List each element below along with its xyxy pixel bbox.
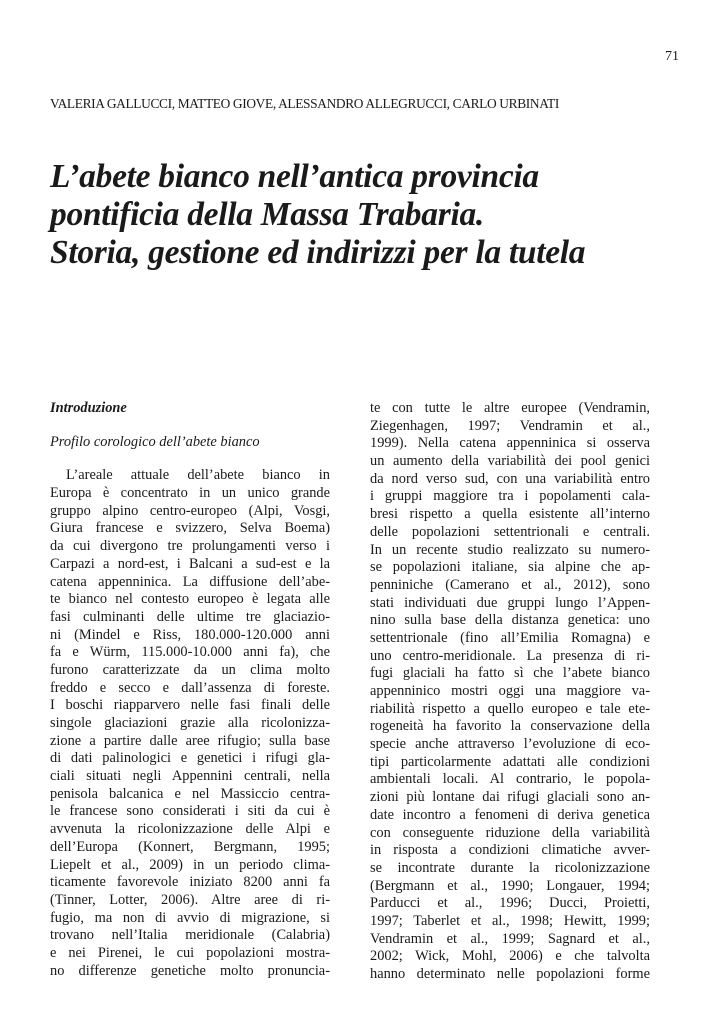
section-heading: Introduzione: [50, 400, 127, 416]
text-line: 2002; Wick, Mohl, 2006) e che talvolta: [370, 948, 650, 965]
text-line: ni (Mindel e Riss, 180.000-120.000 anni: [50, 626, 330, 643]
right-column: [370, 400, 650, 984]
text-line: (Bergmann et al., 1990; Longauer, 1994;: [370, 877, 650, 894]
text-line: delle popolazioni settentrionali e centrali.: [370, 523, 650, 540]
text-line: Parducci et al., 1996; Ducci, Proietti,: [370, 895, 650, 912]
text-line: gruppo alpino centro-europeo (Alpi, Vosgi,: [50, 502, 330, 519]
text-line: le francese sono considerati i siti da cui è: [50, 803, 330, 820]
title-line: Storia, gestione ed indirizzi per la tutela: [50, 234, 586, 271]
text-line: settentrionale (fino all’Emilia Romagna) e: [370, 629, 650, 646]
text-line: date incontro a fenomeni di deriva genetica: [370, 806, 650, 823]
text-line: furono caratterizzate da un clima molto: [50, 661, 330, 678]
text-line: penisola balcanica e nel Massiccio centra-: [50, 785, 330, 802]
text-line: fasi culminanti delle ultime tre glaciazio-: [50, 608, 330, 625]
text-line: da nord verso sud, con una variabilità entro: [370, 470, 650, 487]
text-line: uno centro-meridionale. La presenza di ri-: [370, 647, 650, 664]
text-line: in risposta a condizioni climatiche avver-: [370, 842, 650, 859]
text-line: hanno determinato nelle popolazioni forme: [370, 966, 650, 982]
title-line: L’abete bianco nell’antica provincia: [50, 158, 539, 195]
text-line: appenninico mostri oggi una maggiore va-: [370, 683, 650, 699]
text-line: 1999). Nella catena appenninica si osserva: [370, 435, 650, 452]
text-line: riabilità rispetto a quello europeo e tale ete-: [370, 700, 650, 717]
text-line: Ziegenhagen, 1997; Vendramin et al.,: [370, 417, 650, 434]
text-line: ticamente favorevole iniziato 8200 anni fa: [50, 874, 330, 891]
text-line: bresi rispetto a quella esistente all’interno: [370, 506, 650, 523]
text-line: tipi particolarmente adattati alle condizioni: [370, 753, 650, 770]
text-line: fa e Würm, 115.000-10.000 anni fa), che: [50, 644, 330, 661]
text-line: 1997; Taberlet et al., 1998; Hewitt, 1999;: [370, 912, 650, 929]
text-line: In un recente studio realizzato su numero-: [370, 541, 650, 558]
text-line: penniniche (Camerano et al., 2012), sono: [370, 576, 650, 593]
text-line: ciali situati negli Appennini centrali, nella: [50, 768, 330, 785]
text-line: rogeneità ha favorito la conservazione della: [370, 718, 650, 735]
text-line: (Tinner, Lotter, 2006). Altre aree di ri-: [50, 891, 330, 908]
text-line: zioni più lontane dai rifugi glaciali sono an-: [370, 789, 650, 806]
text-line: nino sulla base della distanza genetica: uno: [370, 612, 650, 629]
text-line: freddo e secco e dall’assenza di foreste.: [50, 679, 330, 696]
text-line: i gruppi maggiore tra i popolamenti cala-: [370, 488, 650, 505]
text-line: da cui divergono tre prolungamenti verso i: [50, 538, 330, 555]
text-line: specie anche attraverso l’evoluzione di eco-: [370, 736, 650, 753]
article-title: [50, 158, 690, 272]
text-line: con conseguente riduzione della variabilità: [370, 824, 650, 841]
page-number: 71: [665, 49, 679, 64]
text-line: di dati palinologici e genetici i rifugi gla-: [50, 750, 330, 767]
text-line: ambientali locali. Al contrario, le popola-: [370, 771, 650, 788]
text-line: un aumento della variabilità dei pool genici: [370, 453, 650, 470]
text-line: fugi glaciali ha fatto sì che l’abete bianco: [370, 665, 650, 682]
text-line: se popolazioni italiane, sia alpine che ap-: [370, 559, 650, 576]
author-list: VALERIA GALLUCCI, MATTEO GIOVE, ALESSANDRO ALLEGRUCCI, CARLO URBINATI: [50, 96, 559, 111]
text-line: trovano nell’Italia meridionale (Calabria): [50, 927, 330, 944]
subsection-heading: Profilo corologico dell’abete bianco: [50, 433, 260, 450]
text-line: te con tutte le altre europee (Vendramin,: [370, 400, 650, 416]
text-line: I boschi riapparvero nelle fasi finali delle: [50, 697, 330, 714]
left-column: [50, 400, 330, 980]
text-line: dell’Europa (Konnert, Bergmann, 1995;: [50, 838, 330, 855]
text-line: L’areale attuale dell’abete bianco in: [66, 467, 330, 484]
text-line: Carpazi a nord-est, i Balcani a sud-est e la: [50, 555, 330, 572]
text-line: singole glaciazioni grazie alla ricolonizza-: [50, 715, 330, 731]
text-line: stati individuati due gruppi lungo l’Appen-: [370, 594, 650, 611]
text-line: te bianco nel contesto europeo è legata alle: [50, 591, 330, 608]
text-line: e nei Pirenei, le cui popolazioni mostra-: [50, 944, 330, 961]
text-line: avvenuta la ricolonizzazione delle Alpi e: [50, 821, 330, 838]
text-line: Liepelt et al., 2009) in un periodo clima-: [50, 856, 330, 873]
text-line: Europa è concentrato in un unico grande: [50, 485, 330, 502]
text-line: zione a partire dalle aree rifugio; sulla base: [50, 732, 330, 749]
text-line: no differenze genetiche molto pronuncia-: [50, 962, 330, 979]
text-line: catena appenninica. La diffusione dell’abe-: [50, 573, 330, 590]
text-line: Vendramin et al., 1999; Sagnard et al.,: [370, 930, 650, 947]
text-line: se incontrate durante la ricolonizzazione: [370, 859, 650, 876]
text-line: Giura francese e svizzero, Selva Boema): [50, 520, 330, 537]
title-line: pontificia della Massa Trabaria.: [50, 196, 484, 233]
text-line: fugio, ma non di avvio di migrazione, si: [50, 909, 330, 926]
